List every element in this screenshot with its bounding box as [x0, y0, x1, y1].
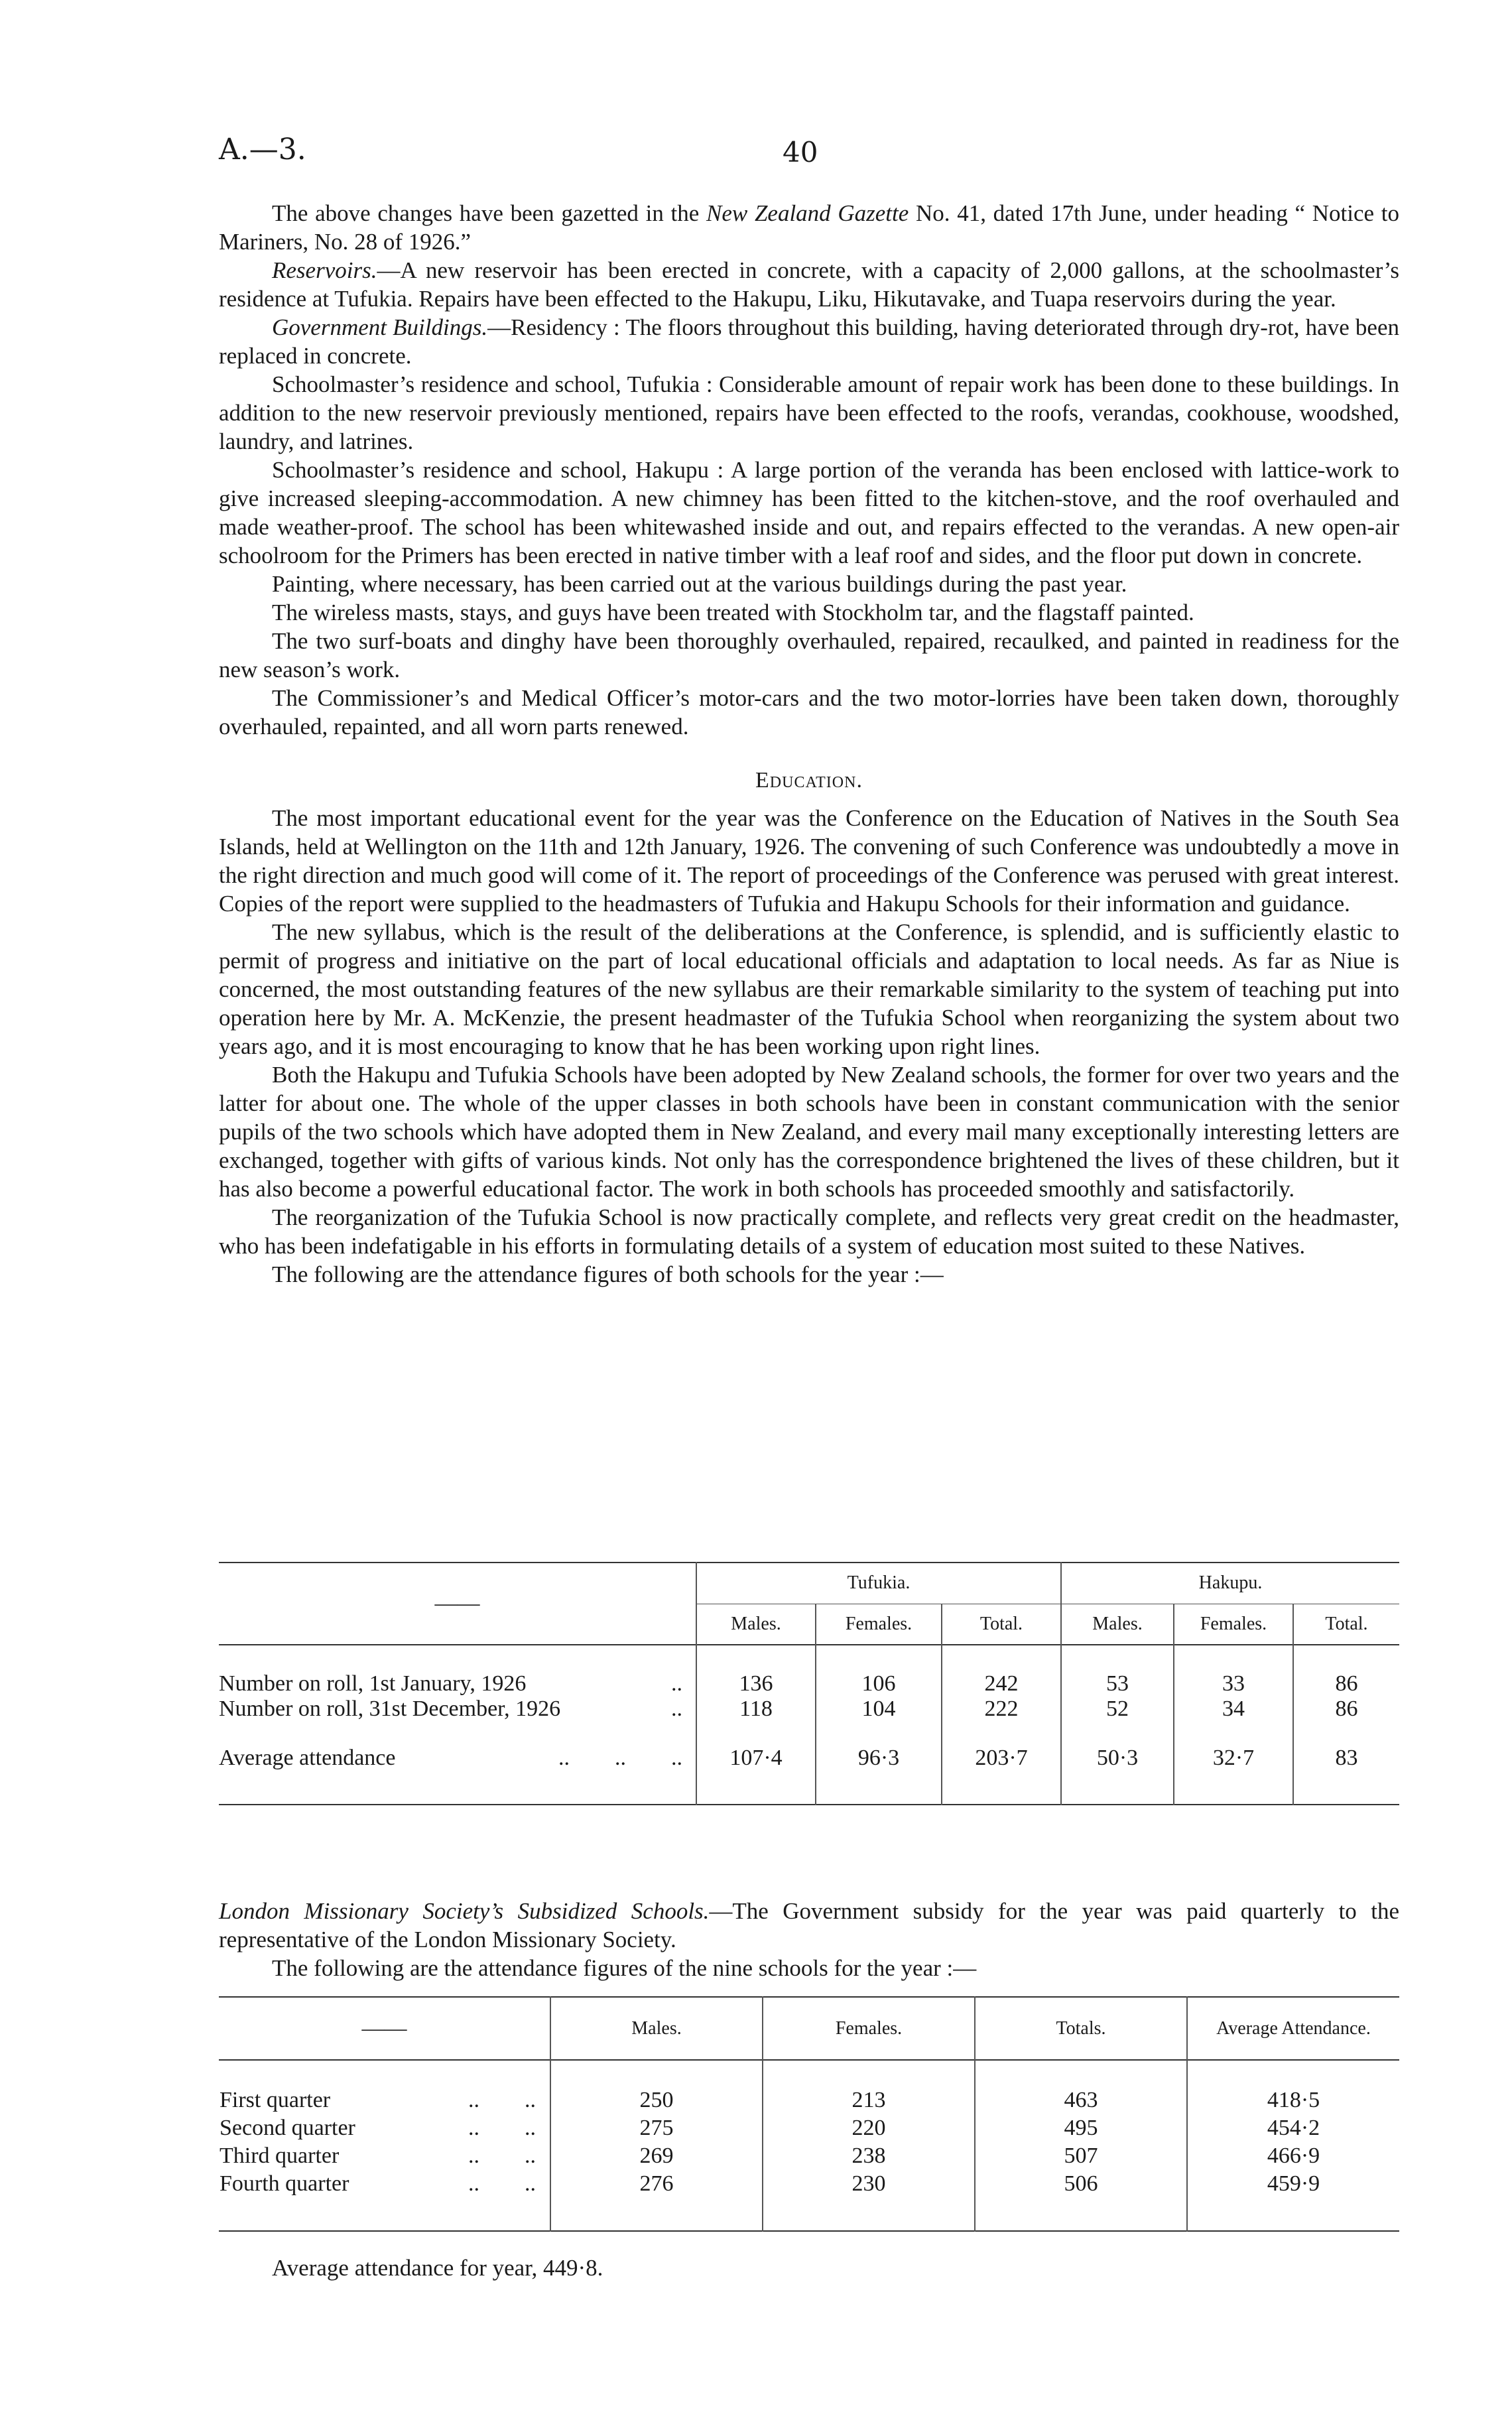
paragraph-reservoirs: Reservoirs.—A new reservoir has been erected in concrete, with a capacity of 2,000 gallons, at the schoolmaster’s residence at Tufukia. Repairs have been effected to the Hakupu, Liku, Hikutavake, and Tuapa reservoirs during the year. — [219, 257, 1399, 312]
paragraph-conference: The most important educational event for the year was the Conference on the Education of Natives in the South Sea Islands, held at Wellington on the 11th and 12th January, 1926. The convening of such Conference was undoubtedly a move in the right direction and much good will come of it. The report of proceedings of the Conference was perused with great interest. Copies of the report were supplied to the headmasters of Tufukia and Hakupu Schools for their information and guidance. — [219, 805, 1399, 917]
paragraph-tufukia-residence: Schoolmaster’s residence and school, Tufukia : Considerable amount of repair work has been done to these buildings. In addition to the new reservoir previously mentioned, repairs have been effected to the roofs, verandas, cookhouse, woodshed, laundry, and latrines. — [219, 371, 1399, 454]
table1-col-total: Total. — [942, 1604, 1061, 1645]
paragraph-surf-boats: The two surf-boats and dinghy have been thoroughly overhauled, repaired, recaulked, and painted in readiness for the new season’s work. — [219, 628, 1399, 682]
table1-col-females: Females. — [1174, 1604, 1293, 1645]
paragraph-attendance-intro: The following are the attendance figures of both schools for the year :— — [272, 1261, 944, 1287]
body-text — [219, 199, 1399, 1289]
paragraph-gazette: The above changes have been gazetted in the New Zealand Gazette No. 41, dated 17th June, under heading “ Notice to Mariners, No. 28 of 1926.” — [219, 200, 1400, 255]
table1-col-total: Total. — [1293, 1604, 1399, 1645]
table-row: Number on roll, 1st January, 1926 .. 136 106 242 53 33 86 — [219, 1671, 1399, 1696]
table2-corner: —— — [361, 2015, 407, 2041]
table2-col-males: Males. — [550, 1997, 763, 2060]
table-row: Number on roll, 31st December, 1926 .. 118 104 222 52 34 86 — [219, 1696, 1399, 1722]
paragraph-government-buildings: Government Buildings.—Residency : The floors throughout this building, having deteriorated through dry-rot, have been replaced in concrete. — [219, 314, 1399, 369]
table-row: First quarter .. .. 250 213 463 418·5 — [219, 2086, 1399, 2114]
table1-col-females: Females. — [816, 1604, 942, 1645]
table1-group-tufukia: Tufukia. — [696, 1563, 1061, 1604]
school-attendance-table — [219, 1562, 1399, 1805]
paragraph-lms-intro: The following are the attendance figures of the nine schools for the year :— — [272, 1955, 977, 1981]
page-number: 40 — [783, 136, 818, 168]
lms-section — [219, 1897, 1399, 1982]
section-heading-education: Education. — [755, 768, 863, 793]
paragraph-painting: Painting, where necessary, has been carried out at the various buildings during the past year. — [272, 571, 1127, 597]
lms-attendance-table — [219, 1996, 1399, 2232]
paragraph-wireless: The wireless masts, stays, and guys have been treated with Stockholm tar, and the flagstaff painted. — [272, 600, 1194, 625]
table1-corner: —— — [434, 1591, 480, 1616]
paragraph-adopted-schools: Both the Hakupu and Tufukia Schools have been adopted by New Zealand schools, the former for over two years and the latter for about one. The whole of the upper classes in both schools have been in constant communication with the senior pupils of the two schools which have adopted them in New Zealand, and every mail many exceptionally interesting letters are exchanged, together with gifts of various kinds. Not only has the correspondence brightened the lives of these children, but it has also become a powerful educational factor. The work in both schools has proceeded smoothly and satisfactorily. — [219, 1062, 1399, 1202]
table-row: Average attendance .. .. .. 107·4 96·3 203·7 50·3 32·7 83 — [219, 1742, 1399, 1775]
paragraph-syllabus: The new syllabus, which is the result of the deliberations at the Conference, is splendid, and is sufficiently elastic to permit of progress and initiative on the part of local educational officials and adaptation to local needs. As far as Niue is concerned, the most outstanding features of the new syllabus are their remarkable similarity to the system of teaching put into operation here by Mr. A. McKenzie, the present headmaster of the Tufukia School when reorganizing the system about two years ago, and it is most encouraging to know that he has been working upon right lines. — [219, 919, 1399, 1059]
table1-col-males: Males. — [1061, 1604, 1174, 1645]
table2-col-average: Average Attendance. — [1187, 1997, 1399, 2060]
table-row: Fourth quarter .. .. 276 230 506 459·9 — [219, 2170, 1399, 2198]
table1-col-males: Males. — [696, 1604, 816, 1645]
average-attendance-note: Average attendance for year, 449·8. — [272, 2255, 603, 2281]
paragraph-motor-cars: The Commissioner’s and Medical Officer’s motor-cars and the two motor-lorries have been taken down, thoroughly overhauled, repainted, and all worn parts renewed. — [219, 685, 1399, 739]
table-row: Third quarter .. .. 269 238 507 466·9 — [219, 2142, 1399, 2170]
table-row: Second quarter .. .. 275 220 495 454·2 — [219, 2114, 1399, 2142]
table1-group-hakupu: Hakupu. — [1061, 1563, 1399, 1604]
paragraph-reorganization: The reorganization of the Tufukia School is now practically complete, and reflects very great credit on the headmaster, who has been indefatigable in his efforts in formulating details of a system of education most suited to these Natives. — [219, 1204, 1399, 1259]
document-reference: A.—3. — [219, 133, 306, 166]
table2-col-totals: Totals. — [975, 1997, 1187, 2060]
paragraph-hakupu-residence: Schoolmaster’s residence and school, Hakupu : A large portion of the veranda has been enclosed with lattice-work to give increased sleeping-accommodation. A new chimney has been fitted to the kitchen-stove, and the roof overhauled and made weather-proof. The school has been whitewashed inside and out, and repairs effected to the verandas. A new open-air schoolroom for the Primers has been erected in native timber with a leaf roof and sides, and the floor put down in concrete. — [219, 457, 1399, 568]
table2-col-females: Females. — [763, 1997, 975, 2060]
paragraph-lms: London Missionary Society’s Subsidized Schools.—The Government subsidy for the year was paid quarterly to the representative of the London Missionary Society. — [219, 1898, 1399, 1952]
